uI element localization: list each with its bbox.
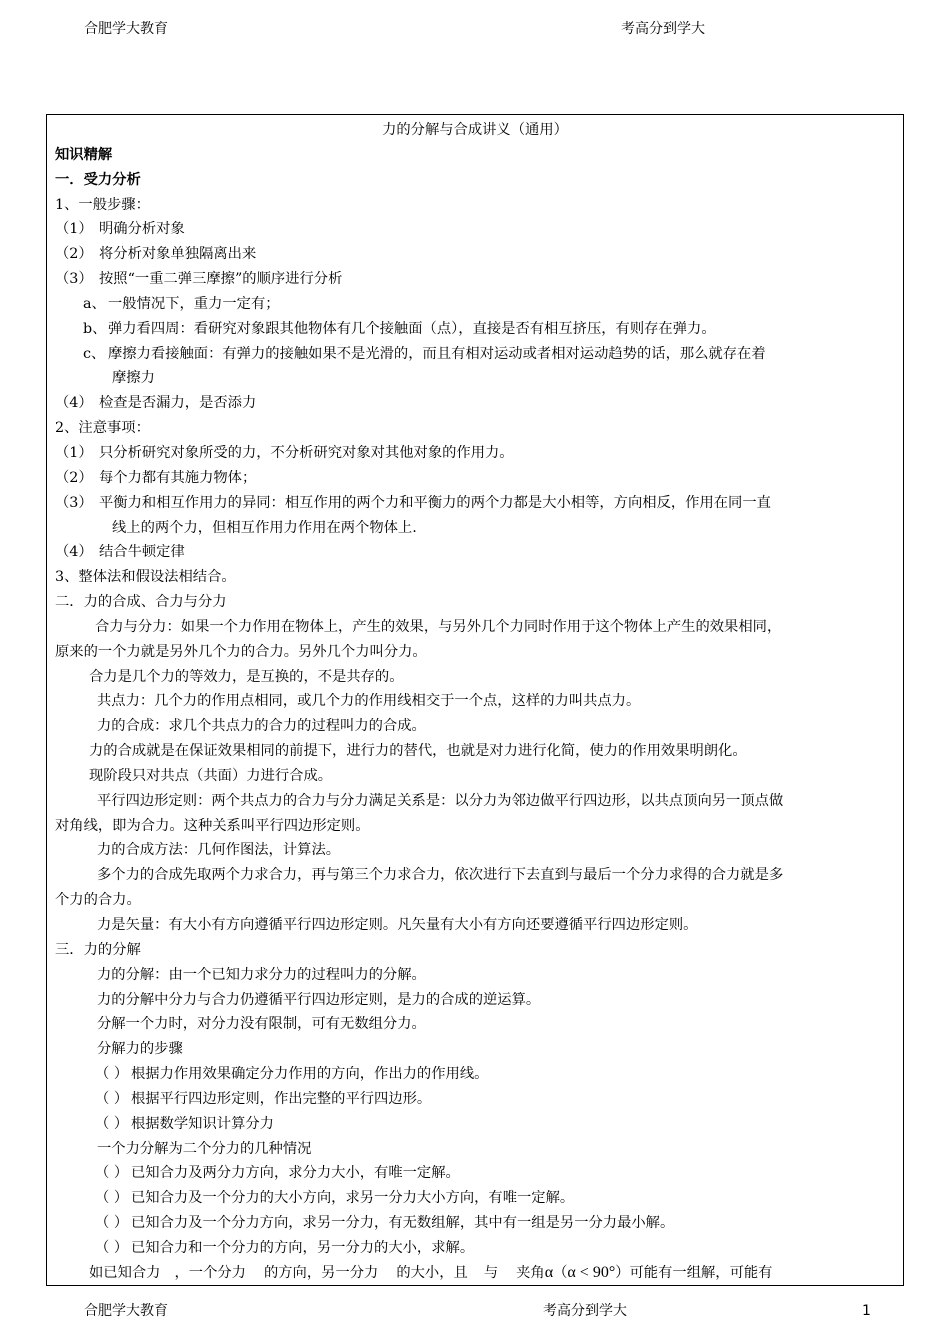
note-2 (55, 466, 895, 491)
case-1 (55, 1161, 895, 1186)
last-t7: 可能有一组解，可能有 (629, 1264, 773, 1281)
note-4 (55, 540, 895, 565)
case-3-paren: （ ） (95, 1215, 129, 1232)
doc-heading: 知识精解 (55, 146, 113, 163)
case-2-text: 已知合力及一个分力的大小方向，求另一分力大小方向，有唯一定解。 (131, 1190, 575, 1207)
last-t4: 的大小，且 (396, 1264, 468, 1281)
case-1-paren: （ ） (95, 1165, 129, 1182)
step-1 (55, 217, 895, 242)
step-1-num: （1） (55, 221, 93, 238)
section-2-title: 二．力的合成、合力与分力 (55, 594, 227, 611)
footer-center: 考高分到学大 (543, 1303, 627, 1319)
note-1-text: 只分析研究对象所受的力，不分析研究对象对其他对象的作用力。 (99, 444, 514, 461)
note-1 (55, 441, 895, 466)
case-4-paren: （ ） (95, 1239, 129, 1256)
sub-a-label: a、 (83, 295, 106, 312)
item-3: 3、整体法和假设法相结合。 (55, 569, 236, 586)
s2-line-4: 力的合成：求几个共点力的合力的过程叫力的合成。 (97, 718, 426, 735)
decompose-step-2 (55, 1087, 895, 1112)
sub-b-label: b、 (83, 320, 107, 337)
step-3 (55, 267, 895, 292)
step-1-text: 明确分析对象 (99, 221, 185, 238)
last-line (55, 1261, 895, 1286)
alpha-symbol: α (544, 1263, 554, 1281)
step-3-text: 按照“一重二弹三摩擦”的顺序进行分析 (99, 271, 343, 288)
case-4 (55, 1236, 895, 1261)
note-4-num: （4） (55, 544, 93, 561)
s2-line-7b: 对角线，即为合力。这种关系叫平行四边形定则。 (55, 817, 370, 834)
step-2-text: 将分析对象单独隔离出来 (99, 246, 257, 263)
sub-b-text: 弹力看四周：看研究对象跟其他物体有几个接触面（点），直接是否有相互挤压，有则存在弹力。 (108, 320, 716, 337)
case-1-text: 已知合力及两分力方向，求分力大小，有唯一定解。 (131, 1165, 460, 1182)
s2-line-1b: 原来的一个力就是另外几个力的合力。另外几个力叫分力。 (55, 643, 427, 660)
s2-line-9b: 个力的合力。 (55, 892, 141, 909)
s2-line-9a: 多个力的合成先取两个力求合力，再与第三个力求合力，依次进行下去直到与最后一个分力求得的合力就是多 (97, 867, 784, 884)
paren-open: （ (553, 1264, 568, 1281)
doc-title: 力的分解与合成讲义（通用） (382, 122, 568, 138)
note-3-text: 平衡力和相互作用力的异同：相互作用的两个力和平衡力的两个力都是大小相等，方向相反，作用在同一直 (99, 494, 771, 511)
step-3-num: （3） (55, 271, 93, 288)
step-2 (55, 242, 895, 267)
s2-line-10: 力是矢量：有大小有方向遵循平行四边形定则。凡矢量有大小有方向还要遵循平行四边形定则。 (97, 917, 698, 933)
note-1-num: （1） (55, 444, 93, 461)
step-4-text: 检查是否漏力，是否添力 (99, 395, 257, 412)
s3-line-1: 力的分解：由一个已知力求分力的过程叫力的分解。 (97, 966, 426, 983)
section-1-title: 一．受力分析 (55, 171, 141, 188)
decompose-step-1-text: 根据力作用效果确定分力作用的方向，作出力的作用线。 (131, 1066, 489, 1083)
s3-line-3: 分解一个力时，对分力没有限制，可有无数组分力。 (97, 1016, 426, 1033)
note-2-num: （2） (55, 469, 93, 486)
decompose-step-3-paren: （ ） (95, 1115, 129, 1132)
header-right: 考高分到学大 (621, 21, 705, 37)
step-4-num: （4） (55, 395, 93, 412)
step-4 (55, 391, 895, 416)
decompose-step-2-paren: （ ） (95, 1090, 129, 1107)
last-t1: 如已知合力 (89, 1264, 161, 1281)
note-3-cont-text: 线上的两个力，但相互作用力作用在两个物体上. (112, 519, 417, 536)
steps-title: 1、一般步骤： (55, 196, 150, 213)
section-3-title: 三．力的分解 (55, 941, 141, 958)
last-t2: ，一个分力 (174, 1264, 246, 1281)
sub-c-cont: 摩擦力 (112, 370, 155, 387)
decompose-step-1-paren: （ ） (95, 1066, 129, 1083)
notes-title: 2、注意事项： (55, 420, 150, 437)
note-3-cont (55, 516, 895, 541)
note-3 (55, 491, 895, 516)
s3-line-4: 分解力的步骤 (97, 1041, 183, 1058)
decompose-step-3 (55, 1112, 895, 1137)
case-4-text: 已知合力和一个分力的方向，另一分力的大小，求解。 (131, 1239, 475, 1256)
header-left: 合肥学大教育 (84, 21, 168, 37)
sub-a (55, 292, 895, 317)
paren-close: ） (615, 1264, 630, 1281)
document-body (55, 118, 895, 1286)
footer-left: 合肥学大教育 (84, 1303, 168, 1319)
page-number: 1 (862, 1303, 871, 1319)
s3-line-2: 力的分解中分力与合力仍遵循平行四边形定则，是力的合成的逆运算。 (97, 991, 541, 1008)
sub-c-label: c、 (83, 345, 106, 362)
step-2-num: （2） (55, 246, 93, 263)
decompose-step-1 (55, 1062, 895, 1087)
case-3-text: 已知合力及一个分力方向，求另一分力，有无数组解，其中有一组是另一分力最小解。 (131, 1215, 675, 1232)
s2-line-3: 共点力：几个力的作用点相同，或几个力的作用线相交于一个点，这样的力叫共点力。 (97, 693, 641, 710)
note-2-text: 每个力都有其施力物体； (99, 469, 257, 486)
case-3 (55, 1211, 895, 1236)
note-4-text: 结合牛顿定律 (99, 544, 185, 561)
s2-line-6: 现阶段只对共点（共面）力进行合成。 (89, 767, 333, 784)
case-2 (55, 1186, 895, 1211)
case-2-paren: （ ） (95, 1190, 129, 1207)
s3-line-5: 一个力分解为二个分力的几种情况 (97, 1140, 312, 1157)
note-3-num: （3） (55, 494, 93, 511)
s2-line-8: 力的合成方法：几何作图法，计算法。 (97, 842, 341, 859)
decompose-step-3-text: 根据数学知识计算分力 (131, 1115, 274, 1132)
sub-c (55, 342, 895, 367)
s2-line-7a: 平行四边形定则：两个共点力的合力与分力满足关系是：以分力为邻边做平行四边形，以共点顶向另一顶点做 (97, 792, 784, 809)
s2-line-5: 力的合成就是在保证效果相同的前提下，进行力的替代，也就是对力进行化简，使力的作用效果明朗化。 (89, 743, 747, 760)
sub-a-text: 一般情况下，重力一定有； (108, 295, 280, 312)
content-frame (46, 114, 904, 1286)
sub-b (55, 317, 895, 342)
last-t6: 夹角 (516, 1264, 545, 1281)
angle-condition: α < 90° (567, 1263, 616, 1281)
last-t5: 与 (483, 1264, 499, 1281)
decompose-step-2-text: 根据平行四边形定则，作出完整的平行四边形。 (131, 1090, 432, 1107)
s2-line-1a: 合力与分力：如果一个力作用在物体上，产生的效果，与另外几个力同时作用于这个物体上产生的效果相同， (95, 618, 782, 635)
last-t3: 的方向，另一分力 (263, 1264, 379, 1281)
s2-line-2: 合力是几个力的等效力，是互换的，不是共存的。 (89, 668, 404, 685)
sub-c-text: 摩擦力看接触面：有弹力的接触如果不是光滑的，而且有相对运动或者相对运动趋势的话，那么就存在着 (108, 345, 766, 362)
